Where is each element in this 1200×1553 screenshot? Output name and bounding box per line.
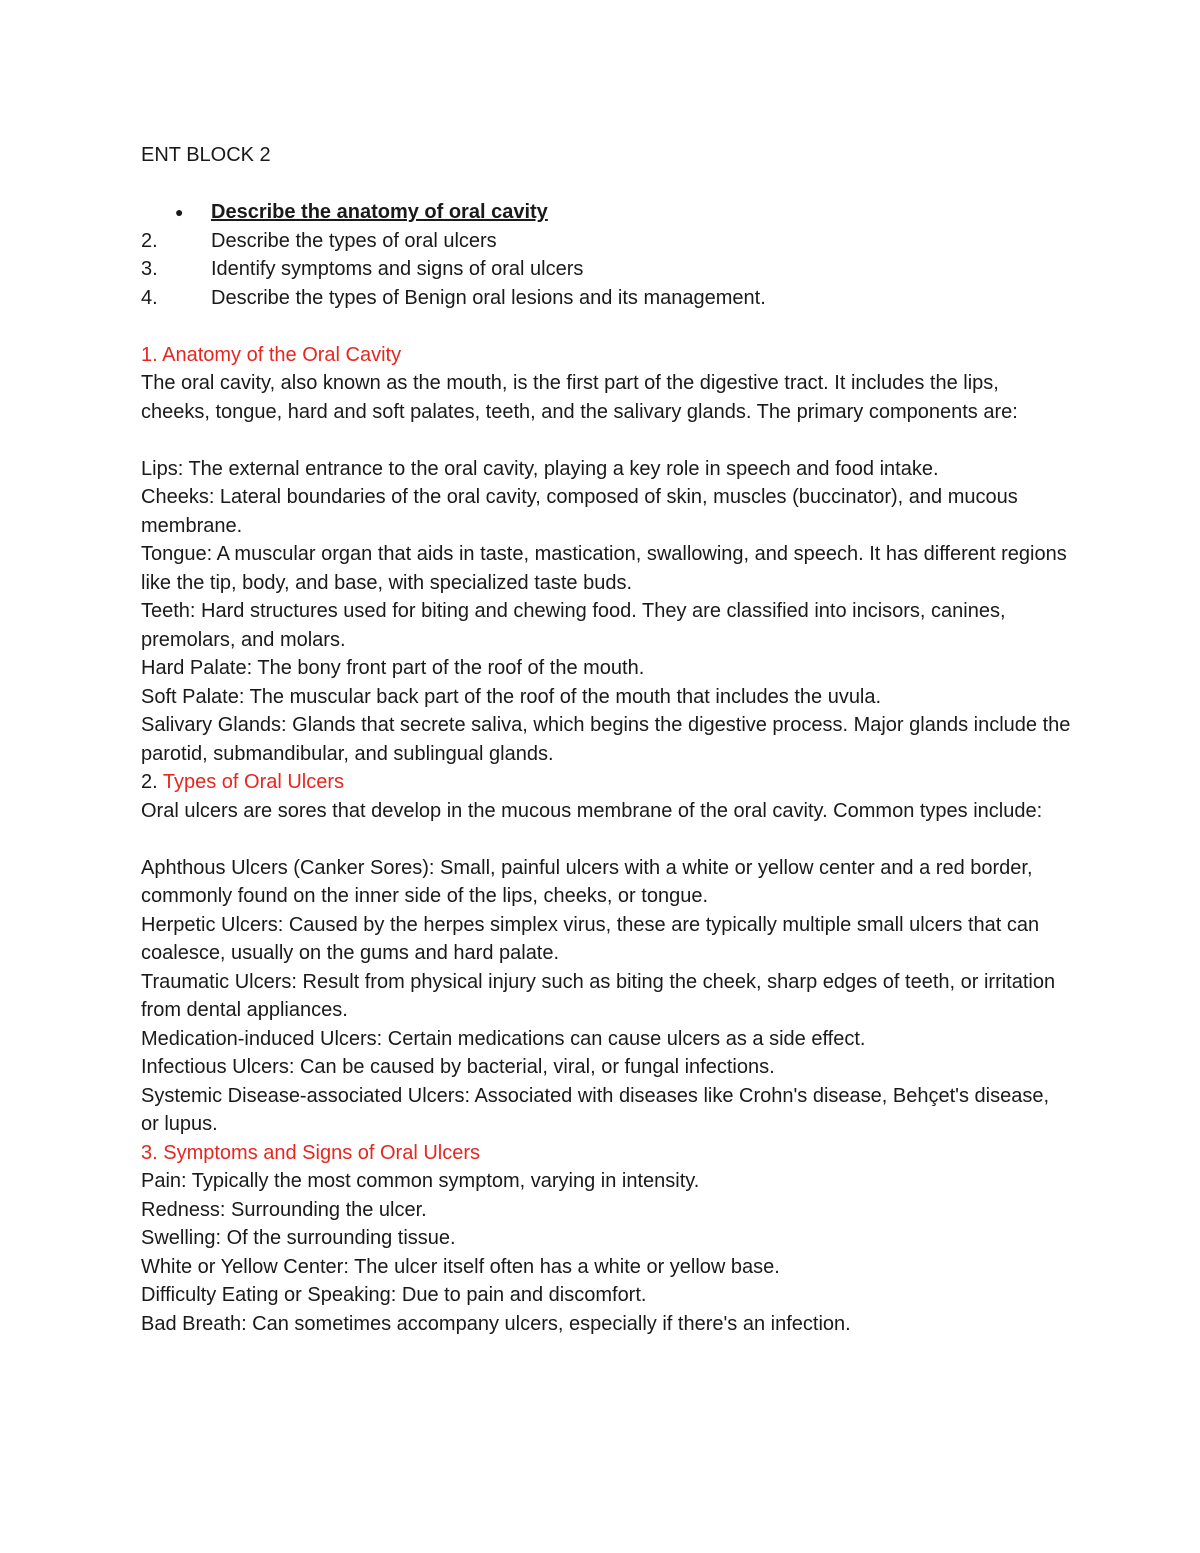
objective-item <box>141 284 1071 313</box>
anatomy-item: Teeth: Hard structures used for biting and chewing food. They are classified into incisors, canines, premolars, and molars. <box>141 600 1006 651</box>
section-heading-text: Types of Oral Ulcers <box>162 771 345 793</box>
objective-number: 3. <box>141 258 158 280</box>
ulcer-type-item: Traumatic Ulcers: Result from physical injury such as biting the cheek, sharp edges of teeth, or irritation from dental appliances. <box>141 970 1056 1021</box>
ulcer-type-item: Aphthous Ulcers (Canker Sores): Small, painful ulcers with a white or yellow center and a red border, commonly found on the inner side of the lips, cheeks, or tongue. <box>141 856 1033 907</box>
objective-number: 4. <box>141 286 158 309</box>
objective-text: Describe the anatomy of oral cavity <box>211 201 548 223</box>
objective-item <box>141 227 1071 256</box>
symptom-item: Pain: Typically the most common symptom, varying in intensity. <box>141 1170 700 1192</box>
anatomy-item: Tongue: A muscular organ that aids in taste, mastication, swallowing, and speech. It has different regions like the tip, body, and base, with specialized taste buds. <box>141 543 1067 594</box>
spacer <box>141 825 1071 854</box>
symptom-item: White or Yellow Center: The ulcer itself often has a white or yellow base. <box>141 1255 780 1278</box>
symptom-item: Swelling: Of the surrounding tissue. <box>141 1227 456 1249</box>
section-intro: Oral ulcers are sores that develop in the mucous membrane of the oral cavity. Common types include: <box>141 799 1043 822</box>
objective-item <box>141 198 1071 227</box>
ulcer-type-item: Infectious Ulcers: Can be caused by bacterial, viral, or fungal infections. <box>141 1056 775 1078</box>
ulcer-type-item: Systemic Disease-associated Ulcers: Associated with diseases like Crohn's disease, Behçet's disease, or lupus. <box>141 1084 1050 1135</box>
anatomy-item: Cheeks: Lateral boundaries of the oral cavity, composed of skin, muscles (buccinator), and mucous membrane. <box>141 486 1018 537</box>
symptom-item: Difficulty Eating or Speaking: Due to pain and discomfort. <box>141 1284 647 1306</box>
objective-item <box>141 255 1071 284</box>
anatomy-item: Soft Palate: The muscular back part of the roof of the mouth that includes the uvula. <box>141 685 882 708</box>
section-heading-anatomy: 1. Anatomy of the Oral Cavity <box>141 343 402 366</box>
objective-text: Describe the types of Benign oral lesions and its management. <box>211 286 766 309</box>
section-heading-symptoms: 3. Symptoms and Signs of Oral Ulcers <box>141 1141 481 1164</box>
document-title: ENT BLOCK 2 <box>141 144 271 166</box>
symptom-item: Redness: Surrounding the ulcer. <box>141 1198 427 1221</box>
objectives-list <box>141 198 1071 312</box>
objective-text: Identify symptoms and signs of oral ulcers <box>211 258 584 280</box>
spacer <box>141 426 1071 455</box>
section-heading-ulcer-types <box>141 768 1071 797</box>
objective-text: Describe the types of oral ulcers <box>211 229 497 252</box>
anatomy-item: Lips: The external entrance to the oral cavity, playing a key role in speech and food intake. <box>141 457 939 480</box>
objective-number: 2. <box>141 229 158 252</box>
symptom-item: Bad Breath: Can sometimes accompany ulcers, especially if there's an infection. <box>141 1312 851 1335</box>
anatomy-item: Hard Palate: The bony front part of the roof of the mouth. <box>141 657 645 679</box>
ulcer-type-item: Medication-induced Ulcers: Certain medications can cause ulcers as a side effect. <box>141 1027 866 1050</box>
spacer <box>141 312 1071 341</box>
ulcer-type-item: Herpetic Ulcers: Caused by the herpes simplex virus, these are typically multiple small ulcers that can coalesce, usually on the gums and hard palate. <box>141 913 1040 964</box>
bullet-icon: ● <box>175 204 184 220</box>
section-number: 2. <box>141 771 163 793</box>
document-page <box>141 141 1071 1338</box>
section-intro: The oral cavity, also known as the mouth, is the first part of the digestive tract. It includes the lips, cheeks, tongue, hard and soft palates, teeth, and the salivary glands. The primary components are: <box>141 372 1018 423</box>
anatomy-item: Salivary Glands: Glands that secrete saliva, which begins the digestive process. Major glands include the parotid, submandibular, and sublingual glands. <box>141 714 1071 765</box>
